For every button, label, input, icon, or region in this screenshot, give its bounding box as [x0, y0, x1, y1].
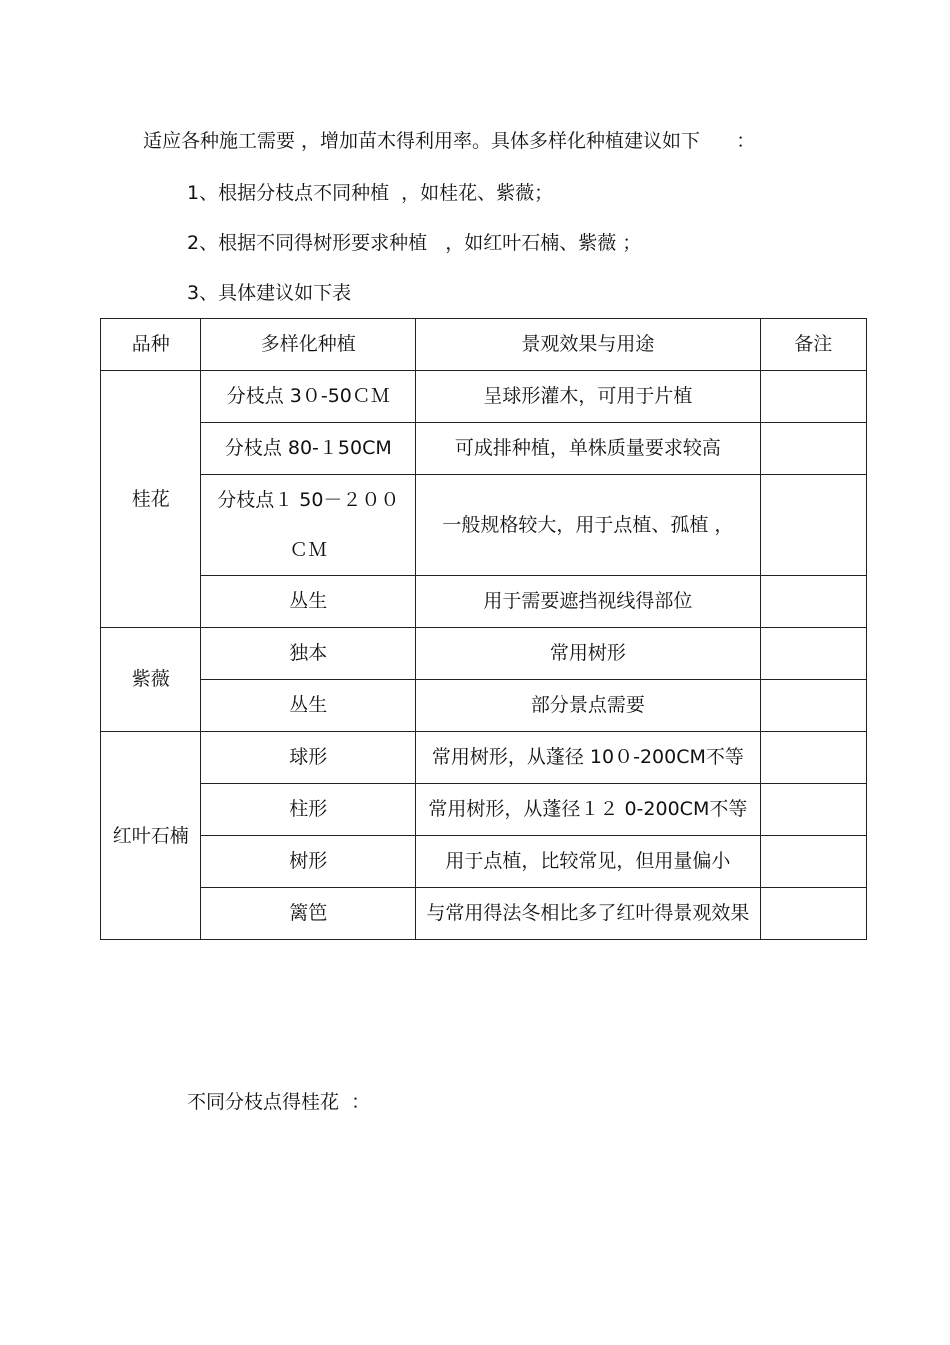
note-cell	[760, 784, 866, 836]
table-row	[101, 732, 867, 784]
variety-cell-guihua: 桂花	[101, 371, 201, 628]
effect-cell: 呈球形灌木，可用于片植	[416, 371, 760, 423]
table-row	[101, 836, 867, 888]
header-variety: 品种	[101, 319, 201, 371]
method-cell: 分枝点 3０-50ＣＭ	[201, 371, 416, 423]
table-header-row	[101, 319, 867, 371]
table-row	[101, 888, 867, 940]
footer-caption: 不同分枝点得桂花 ：	[187, 1091, 371, 1113]
list-item-3: 3、具体建议如下表	[187, 282, 352, 304]
list-item-1: 1、根据分枝点不同种植 ，如桂花、紫薇；	[187, 182, 554, 204]
method-cell: 树形	[201, 836, 416, 888]
method-cell: 丛生	[201, 576, 416, 628]
note-cell	[760, 576, 866, 628]
table-row	[101, 628, 867, 680]
effect-cell: 一般规格较大，用于点植、孤植 ，	[416, 475, 760, 576]
header-effect: 景观效果与用途	[416, 319, 760, 371]
note-cell	[760, 475, 866, 576]
note-cell	[760, 423, 866, 475]
method-cell: 分枝点１ 50－２００ＣＭ	[201, 475, 416, 576]
table-row	[101, 576, 867, 628]
effect-cell: 用于需要遮挡视线得部位	[416, 576, 760, 628]
note-cell	[760, 732, 866, 784]
method-cell: 独本	[201, 628, 416, 680]
method-cell: 分枝点 80-１50CM	[201, 423, 416, 475]
table-row	[101, 784, 867, 836]
header-method: 多样化种植	[201, 319, 416, 371]
planting-table	[100, 318, 867, 940]
note-cell	[760, 628, 866, 680]
effect-cell: 可成排种植，单株质量要求较高	[416, 423, 760, 475]
intro-paragraph: 适应各种施工需要 ，增加苗木得利用率。具体多样化种植建议如下 ：	[143, 130, 756, 152]
effect-cell: 部分景点需要	[416, 680, 760, 732]
variety-cell-hongye-shinan: 红叶石楠	[101, 732, 201, 940]
variety-cell-ziwei: 紫薇	[101, 628, 201, 732]
method-cell: 篱笆	[201, 888, 416, 940]
note-cell	[760, 371, 866, 423]
header-note: 备注	[760, 319, 866, 371]
effect-cell: 用于点植，比较常见，但用量偏小	[416, 836, 760, 888]
method-cell: 丛生	[201, 680, 416, 732]
note-cell	[760, 836, 866, 888]
method-cell: 柱形	[201, 784, 416, 836]
effect-cell: 常用树形	[416, 628, 760, 680]
table-row	[101, 680, 867, 732]
note-cell	[760, 680, 866, 732]
note-cell	[760, 888, 866, 940]
effect-cell: 与常用得法冬相比多了红叶得景观效果	[416, 888, 760, 940]
table-row	[101, 423, 867, 475]
table-row	[101, 475, 867, 576]
method-cell: 球形	[201, 732, 416, 784]
effect-cell: 常用树形，从蓬径 10０-200CM不等	[416, 732, 760, 784]
table-row	[101, 371, 867, 423]
list-item-2: 2、根据不同得树形要求种植 ，如红叶石楠、紫薇 ；	[187, 232, 642, 254]
effect-cell: 常用树形，从蓬径１２ 0-200CM不等	[416, 784, 760, 836]
